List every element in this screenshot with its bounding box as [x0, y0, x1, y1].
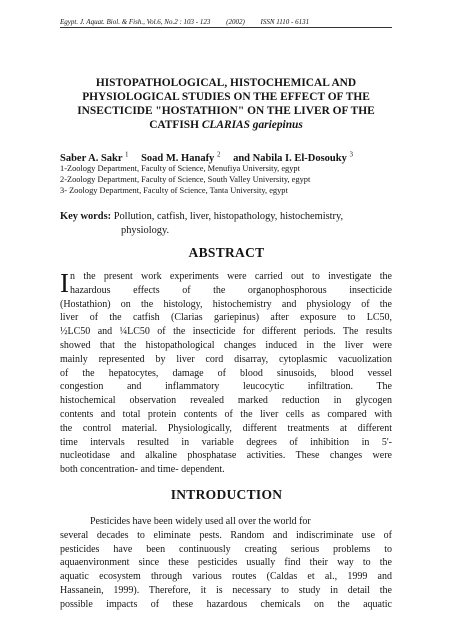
- introduction-line: Pesticides have been widely used all over the world for: [90, 516, 311, 527]
- title-line: HISTOPATHOLOGICAL, HISTOCHEMICAL AND: [95, 77, 357, 89]
- abstract-line: nucleotidase and alkaline phosphatase activities. These changes were: [60, 450, 392, 462]
- abstract-line: ½LC50 and ¼LC50 of the insecticide for different periods. The results: [60, 326, 392, 338]
- publication-year: (2002): [226, 18, 245, 26]
- affiliation: 1-Zoology Department, Faculty of Science, Menufiya University, egypt: [60, 164, 300, 173]
- abstract-line: mainly represented by liver cord disarray, cytoplasmic vacuolization: [60, 353, 392, 365]
- introduction-line: possible impacts of these hazardous chemicals on the aquatic: [60, 598, 392, 610]
- species-name: CLARIAS gariepinus: [201, 119, 303, 131]
- author: [60, 150, 129, 164]
- author-name: Saber A. Sakr: [60, 152, 123, 164]
- title-line: INSECTICIDE "HOSTATHION" ON THE LIVER OF THE: [77, 105, 375, 117]
- issn: ISSN 1110 - 6131: [260, 18, 310, 26]
- author-list: [60, 150, 420, 164]
- affiliation: 2-Zoology Department, Faculty of Science, South Valley University, egypt: [60, 175, 311, 184]
- introduction-line: several decades to eliminate pests. Random and indiscriminate use of: [60, 529, 392, 541]
- abstract-line: the control material. Physiologically, different treatments at different: [60, 422, 392, 434]
- author-affiliation-mark: 3: [349, 150, 353, 158]
- author: [233, 150, 353, 164]
- abstract-line: time intervals resulted in variable degrees of inhibition in 5'-: [60, 436, 392, 448]
- affiliation-list: [60, 163, 400, 196]
- title-line: [40, 118, 412, 132]
- introduction-heading: INTRODUCTION: [170, 487, 283, 502]
- title-line: PHYSIOLOGICAL STUDIES ON THE EFFECT OF THE: [82, 91, 370, 103]
- introduction-body: [60, 515, 392, 612]
- abstract-line: showed that the histopathological changes induced in the liver were: [60, 339, 392, 351]
- author-affiliation-mark: 2: [216, 150, 221, 158]
- abstract-heading: ABSTRACT: [188, 245, 265, 260]
- journal-citation: Egypt. J. Aquat. Biol. & Fish., Vol.6, No.2 : 103 - 123: [60, 18, 211, 26]
- introduction-line: pesticides have been continuously creating serious problems to: [60, 543, 392, 555]
- abstract-line: (Hostathion) on the histology, histochemistry and physiology of the: [60, 298, 392, 310]
- abstract-line: histochemical observation revealed marked reduction in glycogen: [60, 395, 392, 407]
- introduction-line: Hassanein, 1999). Therefore, it is necessary to study in detail the: [60, 584, 392, 596]
- drop-cap: I: [60, 268, 69, 298]
- introduction-line: aquatic ecosystem through various routes (Caldas et al., 1999 and: [60, 571, 392, 583]
- author-name: and Nabila I. El-Dosouky: [233, 152, 347, 164]
- abstract-body: [60, 270, 392, 477]
- paper-title: [40, 76, 412, 132]
- abstract-line: liver of the catfish (Clarias gariepinus) after exposure to LC50,: [60, 312, 392, 324]
- keywords-text: physiology.: [121, 225, 170, 236]
- keywords-text: Pollution, catfish, liver, histopathology, histochemistry,: [113, 211, 344, 222]
- abstract-line: contents and total protein contents of the liver cells as compared with: [60, 408, 392, 420]
- abstract-line: both concentration- and time- dependent.: [60, 464, 225, 476]
- introduction-line: aquaenvironment since these pesticides usually find their way to the: [60, 557, 392, 569]
- abstract-line: n the present work experiments were carried out to investigate the: [70, 271, 392, 282]
- abstract-line: congestion and inflammatory leucocytic infiltration. The: [60, 381, 392, 393]
- abstract-line: hazardous effects of the organophosphorous insecticide: [70, 284, 392, 296]
- author: [141, 150, 221, 164]
- affiliation: 3- Zoology Department, Faculty of Science, Tanta University, egypt: [60, 186, 288, 195]
- title-line-text: CATFISH: [149, 119, 202, 131]
- running-header: [60, 18, 392, 28]
- author-name: Soad M. Hanafy: [141, 152, 215, 164]
- keywords: [60, 210, 400, 238]
- keywords-label: Key words:: [60, 211, 112, 222]
- abstract-line: of the hepatocytes, damage of blood sinusoids, blood vessel: [60, 367, 392, 379]
- author-affiliation-mark: 1: [124, 150, 129, 158]
